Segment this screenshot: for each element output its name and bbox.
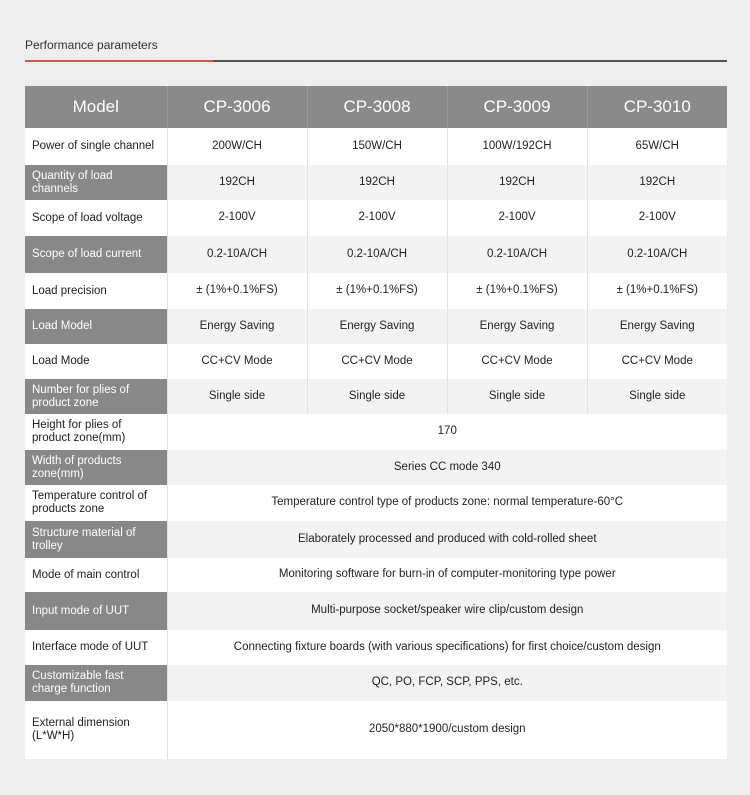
table-cell: Monitoring software for burn-in of computer-monitoring type power [167, 558, 727, 592]
table-row [25, 485, 727, 521]
header-model: Model [25, 86, 167, 128]
section-divider [25, 60, 727, 62]
table-cell: Energy Saving [307, 309, 447, 344]
performance-parameters-table [25, 86, 727, 759]
table-row [25, 309, 727, 344]
table-cell: 0.2-10A/CH [447, 236, 587, 273]
table-row [25, 450, 727, 485]
table-cell: 2-100V [587, 200, 727, 236]
table-cell: ± (1%+0.1%FS) [587, 273, 727, 309]
table-cell: 2-100V [447, 200, 587, 236]
table-cell: CC+CV Mode [447, 344, 587, 379]
table-row [25, 701, 727, 759]
row-label: External dimension (L*W*H) [25, 701, 167, 759]
table-cell: 150W/CH [307, 128, 447, 165]
header-model-cp-3006: CP-3006 [167, 86, 307, 128]
table-cell: 100W/192CH [447, 128, 587, 165]
row-label: Number for plies of product zone [25, 379, 167, 414]
table-row [25, 165, 727, 200]
table-cell: Energy Saving [587, 309, 727, 344]
row-label: Temperature control of products zone [25, 485, 167, 521]
table-cell: ± (1%+0.1%FS) [307, 273, 447, 309]
header-model-cp-3010: CP-3010 [587, 86, 727, 128]
table-cell: ± (1%+0.1%FS) [167, 273, 307, 309]
table-cell: CC+CV Mode [587, 344, 727, 379]
row-label: Height for plies of product zone(mm) [25, 414, 167, 450]
row-label: Input mode of UUT [25, 592, 167, 630]
table-cell: Single side [447, 379, 587, 414]
table-cell: 170 [167, 414, 727, 450]
row-label: Interface mode of UUT [25, 630, 167, 665]
table-cell: 0.2-10A/CH [307, 236, 447, 273]
table-row [25, 273, 727, 309]
table-header-row [25, 86, 727, 128]
row-label: Load Model [25, 309, 167, 344]
header-model-cp-3009: CP-3009 [447, 86, 587, 128]
table-cell: Elaborately processed and produced with cold-rolled sheet [167, 521, 727, 558]
table-cell: CC+CV Mode [167, 344, 307, 379]
table-cell: 0.2-10A/CH [167, 236, 307, 273]
table-cell: Single side [587, 379, 727, 414]
row-label: Quantity of load channels [25, 165, 167, 200]
row-label: Structure material of trolley [25, 521, 167, 558]
row-label: Power of single channel [25, 128, 167, 165]
row-label: Load Mode [25, 344, 167, 379]
row-label: Customizable fast charge function [25, 665, 167, 701]
table-cell: 192CH [307, 165, 447, 200]
table-cell: Temperature control type of products zone: normal temperature-60°C [167, 485, 727, 521]
table-cell: CC+CV Mode [307, 344, 447, 379]
row-label: Width of products zone(mm) [25, 450, 167, 485]
table-cell: QC, PO, FCP, SCP, PPS, etc. [167, 665, 727, 701]
table-row [25, 236, 727, 273]
table-row [25, 344, 727, 379]
row-label: Scope of load current [25, 236, 167, 273]
table-row [25, 200, 727, 236]
table-row [25, 630, 727, 665]
table-cell: Multi-purpose socket/speaker wire clip/custom design [167, 592, 727, 630]
table-row [25, 521, 727, 558]
table-cell: 2050*880*1900/custom design [167, 701, 727, 759]
table-row [25, 414, 727, 450]
table-row [25, 379, 727, 414]
divider-accent [25, 60, 213, 62]
section-title: Performance parameters [25, 38, 158, 52]
table-cell: 200W/CH [167, 128, 307, 165]
table-cell: 0.2-10A/CH [587, 236, 727, 273]
table-cell: 2-100V [167, 200, 307, 236]
table-cell: Single side [167, 379, 307, 414]
table-row [25, 665, 727, 701]
table-row [25, 592, 727, 630]
table-cell: 192CH [447, 165, 587, 200]
table-cell: 192CH [167, 165, 307, 200]
table-cell: Connecting fixture boards (with various specifications) for first choice/custom design [167, 630, 727, 665]
table-cell: ± (1%+0.1%FS) [447, 273, 587, 309]
table-row [25, 128, 727, 165]
table-cell: Energy Saving [447, 309, 587, 344]
table-cell: Series CC mode 340 [167, 450, 727, 485]
table-cell: 192CH [587, 165, 727, 200]
table-row [25, 558, 727, 592]
row-label: Load precision [25, 273, 167, 309]
table-cell: 2-100V [307, 200, 447, 236]
table-cell: 65W/CH [587, 128, 727, 165]
row-label: Scope of load voltage [25, 200, 167, 236]
row-label: Mode of main control [25, 558, 167, 592]
table-cell: Energy Saving [167, 309, 307, 344]
table-cell: Single side [307, 379, 447, 414]
header-model-cp-3008: CP-3008 [307, 86, 447, 128]
